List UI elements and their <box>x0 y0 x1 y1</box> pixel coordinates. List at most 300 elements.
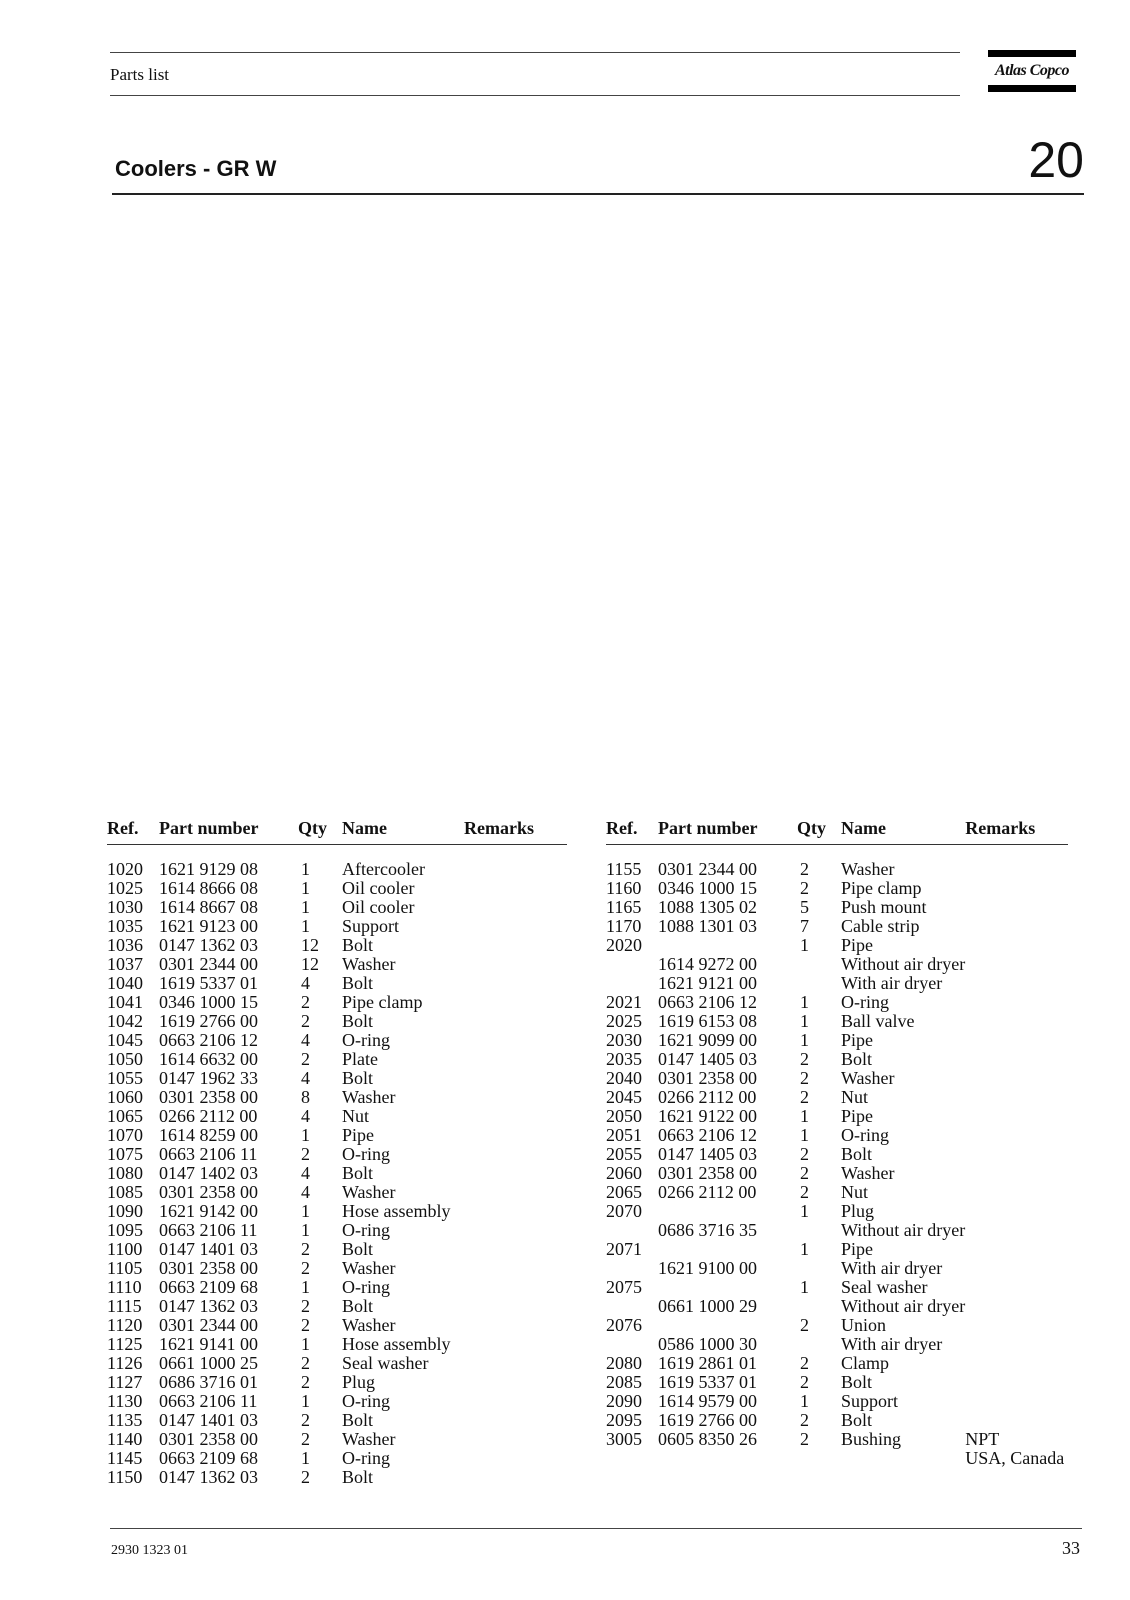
table-row <box>107 936 567 955</box>
cell-remarks <box>965 1392 1068 1411</box>
table-row <box>606 1088 1068 1107</box>
cell-qty: 4 <box>301 973 310 993</box>
cell-remarks <box>464 1164 567 1183</box>
cell-remarks <box>965 1411 1068 1430</box>
cell-ref: 1126 <box>107 1353 143 1373</box>
cell-ref: 1060 <box>107 1087 143 1107</box>
cell-ref <box>606 974 658 993</box>
cell-ref: 1155 <box>606 859 642 879</box>
footer-rule <box>110 1528 1082 1529</box>
cell-qty: 2 <box>800 859 809 879</box>
cell-ref: 1130 <box>107 1391 143 1411</box>
table-row <box>606 1373 1068 1392</box>
cell-remarks <box>464 860 567 879</box>
cell-name: Bolt <box>342 1068 374 1088</box>
document-number: 2930 1323 01 <box>111 1543 188 1558</box>
cell-part-number: 0301 2344 00 <box>658 859 757 879</box>
cell-name: Pipe <box>342 1125 375 1145</box>
cell-qty: 1 <box>800 1239 809 1259</box>
cell-name: Oil cooler <box>342 878 415 898</box>
cell-part-number: 0147 1962 33 <box>159 1068 258 1088</box>
table-row <box>107 1297 567 1316</box>
cell-name: Without air dryer <box>841 954 966 974</box>
table-row <box>107 1069 567 1088</box>
cell-part-number: 1621 9100 00 <box>658 1258 757 1278</box>
cell-qty: 2 <box>800 1144 809 1164</box>
cell-part-number: 0147 1362 03 <box>159 1296 258 1316</box>
cell-remarks <box>965 1164 1068 1183</box>
cell-qty: 5 <box>800 897 809 917</box>
cell-name: Bolt <box>342 1011 374 1031</box>
cell-ref: 1100 <box>107 1239 143 1259</box>
table-row <box>606 1411 1068 1430</box>
cell-qty <box>797 1221 841 1240</box>
cell-name: O-ring <box>342 1448 390 1468</box>
table-row <box>107 1126 567 1145</box>
cell-qty: 2 <box>301 1467 310 1487</box>
cell-part-number: 1614 6632 00 <box>159 1049 258 1069</box>
cell-qty: 1 <box>301 897 310 917</box>
cell-qty: 2 <box>800 1353 809 1373</box>
cell-name: Plug <box>841 1201 875 1221</box>
cell-remarks <box>965 1297 1068 1316</box>
cell-part-number: 0663 2106 12 <box>159 1030 258 1050</box>
cell-qty: 4 <box>301 1182 310 1202</box>
cell-ref: 1045 <box>107 1030 143 1050</box>
cell-ref: 2055 <box>606 1144 642 1164</box>
cell-name: Bushing <box>841 1429 902 1449</box>
cell-part-number: 0301 2358 00 <box>159 1429 258 1449</box>
table-row <box>606 1164 1068 1183</box>
table-row <box>107 1411 567 1430</box>
cell-part-number: 0301 2358 00 <box>159 1258 258 1278</box>
cell-qty: 2 <box>301 1410 310 1430</box>
col-header-qty: Qty <box>298 818 342 845</box>
cell-remarks <box>464 1449 567 1468</box>
cell-qty: 4 <box>301 1030 310 1050</box>
cell-part-number: 0663 2106 11 <box>159 1391 258 1411</box>
table-row <box>606 1183 1068 1202</box>
table-row <box>107 1373 567 1392</box>
cell-ref: 1125 <box>107 1334 143 1354</box>
cell-qty: 2 <box>800 1068 809 1088</box>
cell-qty: 1 <box>800 1125 809 1145</box>
cell-part-number: 1619 5337 01 <box>159 973 258 993</box>
cell-qty <box>797 1297 841 1316</box>
cell-ref: 1090 <box>107 1201 143 1221</box>
table-row <box>606 1126 1068 1145</box>
cell-name: Hose assembly <box>342 1334 451 1354</box>
table-header-row <box>107 818 567 845</box>
cell-name: Union <box>841 1315 886 1335</box>
cell-part-number: 1621 9122 00 <box>658 1106 757 1126</box>
table-row <box>107 1430 567 1449</box>
table-row <box>107 1183 567 1202</box>
cell-remarks <box>464 1468 567 1487</box>
cell-name: Push mount <box>841 897 927 917</box>
cell-qty: 8 <box>301 1087 310 1107</box>
col-header-part-number: Part number <box>658 818 797 845</box>
table-row <box>606 955 1068 974</box>
table-row <box>606 1335 1068 1354</box>
table-row <box>606 860 1068 879</box>
cell-ref: 1170 <box>606 916 642 936</box>
cell-qty: 2 <box>800 1429 809 1449</box>
table-row <box>107 860 567 879</box>
cell-name: O-ring <box>342 1030 390 1050</box>
cell-name: Bolt <box>342 935 374 955</box>
cell-name: Washer <box>342 1258 396 1278</box>
cell-remarks <box>464 1335 567 1354</box>
cell-ref: 1115 <box>107 1296 142 1316</box>
table-row <box>107 1259 567 1278</box>
cell-ref: 2071 <box>606 1239 642 1259</box>
logo-wordmark: Atlas Copco <box>994 62 1070 79</box>
cell-part-number: 0301 2358 00 <box>159 1182 258 1202</box>
table-row <box>107 1164 567 1183</box>
table-row <box>107 1354 567 1373</box>
cell-qty: 1 <box>800 1030 809 1050</box>
cell-remarks: USA, Canada <box>965 1448 1065 1468</box>
cell-name: Support <box>841 1391 899 1411</box>
cell-part-number: 0147 1405 03 <box>658 1049 757 1069</box>
cell-qty: 1 <box>800 1106 809 1126</box>
table-row <box>606 1145 1068 1164</box>
cell-ref: 2095 <box>606 1410 642 1430</box>
header-bottom-rule <box>110 95 960 96</box>
cell-name: Nut <box>841 1182 868 1202</box>
cell-part-number: 1621 9129 08 <box>159 859 258 879</box>
col-header-qty: Qty <box>797 818 841 845</box>
cell-qty: 2 <box>301 1144 310 1164</box>
cell-part-number: 0301 2344 00 <box>159 1315 258 1335</box>
cell-part-number: 0663 2106 11 <box>159 1220 258 1240</box>
cell-name: O-ring <box>342 1277 390 1297</box>
cell-ref: 1020 <box>107 859 143 879</box>
cell-part-number: 0147 1401 03 <box>159 1239 258 1259</box>
cell-remarks <box>464 1392 567 1411</box>
cell-remarks <box>464 1297 567 1316</box>
cell-part-number: 1614 8259 00 <box>159 1125 258 1145</box>
cell-name: Bolt <box>342 1410 374 1430</box>
cell-qty: 1 <box>301 1334 310 1354</box>
cell-remarks: NPT <box>965 1429 1000 1449</box>
cell-part-number: 1614 9579 00 <box>658 1391 757 1411</box>
cell-ref <box>606 1335 658 1354</box>
table-row <box>606 974 1068 993</box>
cell-ref: 1150 <box>107 1467 143 1487</box>
table-spacer-row <box>606 845 1068 861</box>
cell-ref: 1070 <box>107 1125 143 1145</box>
cell-name: Bolt <box>342 1239 374 1259</box>
table-row <box>107 974 567 993</box>
cell-name: With air dryer <box>841 1258 943 1278</box>
cell-remarks <box>464 1126 567 1145</box>
cell-remarks <box>965 1012 1068 1031</box>
cell-name: With air dryer <box>841 973 943 993</box>
col-header-part-number: Part number <box>159 818 298 845</box>
cell-ref: 2090 <box>606 1391 642 1411</box>
table-header-row <box>606 818 1068 845</box>
cell-part-number: 1621 9141 00 <box>159 1334 258 1354</box>
table-row <box>107 1012 567 1031</box>
cell-remarks <box>965 1202 1068 1221</box>
cell-qty: 2 <box>800 1182 809 1202</box>
cell-remarks <box>464 1354 567 1373</box>
parts-table-left-body <box>107 845 567 1488</box>
cell-name: Bolt <box>841 1144 873 1164</box>
cell-name: Pipe clamp <box>342 992 423 1012</box>
cell-qty <box>797 955 841 974</box>
cell-ref: 1135 <box>107 1410 143 1430</box>
cell-name: Ball valve <box>841 1011 915 1031</box>
cell-qty: 2 <box>301 1315 310 1335</box>
cell-remarks <box>464 1012 567 1031</box>
table-row <box>107 1221 567 1240</box>
cell-name: Plug <box>342 1372 376 1392</box>
cell-remarks <box>464 974 567 993</box>
cell-name: Oil cooler <box>342 897 415 917</box>
table-row <box>107 917 567 936</box>
cell-part-number: 1614 8667 08 <box>159 897 258 917</box>
cell-part-number: 1619 6153 08 <box>658 1011 757 1031</box>
table-row <box>107 1088 567 1107</box>
cell-remarks <box>965 1050 1068 1069</box>
cell-name: Aftercooler <box>342 859 425 879</box>
header-title: Parts list <box>110 65 170 84</box>
cell-part-number <box>658 1278 797 1297</box>
cell-ref: 1127 <box>107 1372 143 1392</box>
cell-remarks <box>965 1335 1068 1354</box>
cell-remarks <box>965 1259 1068 1278</box>
cell-remarks <box>464 1430 567 1449</box>
cell-part-number: 0686 3716 01 <box>159 1372 258 1392</box>
table-row <box>606 1449 1068 1468</box>
cell-qty: 1 <box>301 1277 310 1297</box>
cell-name: O-ring <box>342 1391 390 1411</box>
cell-part-number <box>658 936 797 955</box>
table-row <box>107 1031 567 1050</box>
section-title: Coolers - GR W <box>115 156 277 181</box>
cell-ref: 2075 <box>606 1277 642 1297</box>
table-row <box>107 1240 567 1259</box>
cell-ref: 2040 <box>606 1068 642 1088</box>
cell-ref <box>606 1221 658 1240</box>
cell-name: Nut <box>342 1106 369 1126</box>
cell-name: Bolt <box>342 1296 374 1316</box>
cell-name: Washer <box>342 1087 396 1107</box>
cell-qty: 2 <box>800 1372 809 1392</box>
table-row <box>107 1468 567 1487</box>
cell-name: O-ring <box>342 1220 390 1240</box>
cell-name: Washer <box>342 1429 396 1449</box>
cell-ref: 1075 <box>107 1144 143 1164</box>
logo-top-bar <box>988 50 1076 57</box>
cell-remarks <box>965 1031 1068 1050</box>
parts-table-right <box>606 818 1068 1468</box>
col-header-name: Name <box>841 818 965 845</box>
cell-ref: 1041 <box>107 992 143 1012</box>
cell-name: Washer <box>841 1068 895 1088</box>
table-row <box>606 993 1068 1012</box>
cell-part-number: 0686 3716 35 <box>658 1220 757 1240</box>
cell-ref: 2020 <box>606 935 642 955</box>
cell-ref: 1080 <box>107 1163 143 1183</box>
cell-remarks <box>965 1088 1068 1107</box>
cell-ref: 1120 <box>107 1315 143 1335</box>
cell-qty: 1 <box>301 916 310 936</box>
cell-name: Washer <box>342 954 396 974</box>
cell-remarks <box>464 879 567 898</box>
table-row <box>107 1050 567 1069</box>
cell-remarks <box>965 936 1068 955</box>
cell-remarks <box>464 1069 567 1088</box>
header-top-rule <box>110 52 960 53</box>
cell-name: Bolt <box>841 1410 873 1430</box>
cell-qty: 1 <box>301 1220 310 1240</box>
cell-part-number: 1619 5337 01 <box>658 1372 757 1392</box>
cell-qty: 2 <box>800 1315 809 1335</box>
cell-ref: 1035 <box>107 916 143 936</box>
cell-part-number <box>658 1316 797 1335</box>
cell-name: O-ring <box>342 1144 390 1164</box>
cell-remarks <box>965 1278 1068 1297</box>
table-row <box>606 898 1068 917</box>
cell-name: Bolt <box>342 1163 374 1183</box>
cell-qty: 2 <box>301 1049 310 1069</box>
cell-qty: 2 <box>800 1163 809 1183</box>
cell-ref: 2025 <box>606 1011 642 1031</box>
cell-remarks <box>965 993 1068 1012</box>
cell-qty: 4 <box>301 1106 310 1126</box>
page-number: 33 <box>1062 1538 1080 1558</box>
cell-remarks <box>965 1183 1068 1202</box>
cell-name: Pipe <box>841 1106 874 1126</box>
cell-part-number <box>658 1202 797 1221</box>
cell-qty: 1 <box>301 1201 310 1221</box>
table-row <box>606 1297 1068 1316</box>
cell-part-number: 0266 2112 00 <box>658 1182 757 1202</box>
cell-qty: 1 <box>301 859 310 879</box>
cell-qty: 2 <box>800 1087 809 1107</box>
cell-remarks <box>464 1240 567 1259</box>
cell-remarks <box>464 1107 567 1126</box>
cell-qty: 2 <box>301 1429 310 1449</box>
table-row <box>107 898 567 917</box>
atlas-copco-logo <box>988 50 1076 92</box>
table-row <box>107 1449 567 1468</box>
table-row <box>107 1145 567 1164</box>
cell-part-number: 0663 2109 68 <box>159 1448 258 1468</box>
cell-remarks <box>464 1088 567 1107</box>
cell-remarks <box>965 955 1068 974</box>
cell-part-number: 0605 8350 26 <box>658 1429 757 1449</box>
cell-qty: 1 <box>800 992 809 1012</box>
table-row <box>606 1202 1068 1221</box>
cell-qty: 2 <box>301 1239 310 1259</box>
cell-name: Washer <box>342 1315 396 1335</box>
spacer-cell <box>107 845 567 861</box>
table-row <box>606 1259 1068 1278</box>
table-row <box>606 1050 1068 1069</box>
cell-ref: 2050 <box>606 1106 642 1126</box>
table-row <box>606 1316 1068 1335</box>
cell-qty: 1 <box>800 1011 809 1031</box>
cell-part-number: 0147 1402 03 <box>159 1163 258 1183</box>
cell-ref: 2080 <box>606 1353 642 1373</box>
cell-ref <box>606 1259 658 1278</box>
cell-remarks <box>464 936 567 955</box>
section-rule <box>112 193 1084 195</box>
table-row <box>606 1392 1068 1411</box>
cell-ref: 2065 <box>606 1182 642 1202</box>
cell-qty: 4 <box>301 1163 310 1183</box>
cell-part-number: 1619 2861 01 <box>658 1353 757 1373</box>
cell-ref <box>606 1297 658 1316</box>
spacer-cell <box>606 845 1068 861</box>
cell-name: O-ring <box>841 1125 889 1145</box>
cell-ref: 2060 <box>606 1163 642 1183</box>
cell-name: Washer <box>841 1163 895 1183</box>
cell-remarks <box>965 1107 1068 1126</box>
cell-ref: 2051 <box>606 1125 642 1145</box>
table-row <box>606 1012 1068 1031</box>
cell-part-number: 1614 9272 00 <box>658 954 757 974</box>
cell-ref: 1030 <box>107 897 143 917</box>
cell-part-number: 0301 2358 00 <box>159 1087 258 1107</box>
table-row <box>606 1069 1068 1088</box>
cell-remarks <box>464 955 567 974</box>
cell-remarks <box>464 1221 567 1240</box>
table-row <box>107 1278 567 1297</box>
cell-remarks <box>965 1354 1068 1373</box>
cell-qty: 1 <box>800 1391 809 1411</box>
cell-qty: 2 <box>800 1410 809 1430</box>
table-row <box>107 955 567 974</box>
cell-name: Seal washer <box>342 1353 429 1373</box>
cell-ref: 2035 <box>606 1049 642 1069</box>
cell-name: Pipe <box>841 1239 874 1259</box>
cell-part-number: 1614 8666 08 <box>159 878 258 898</box>
cell-qty: 1 <box>301 1391 310 1411</box>
cell-part-number: 0301 2358 00 <box>658 1068 757 1088</box>
cell-remarks <box>965 879 1068 898</box>
cell-name: Hose assembly <box>342 1201 451 1221</box>
cell-part-number: 0663 2109 68 <box>159 1277 258 1297</box>
cell-ref: 1165 <box>606 897 642 917</box>
cell-ref: 1110 <box>107 1277 142 1297</box>
cell-name: Without air dryer <box>841 1220 966 1240</box>
cell-remarks <box>464 1259 567 1278</box>
cell-name: O-ring <box>841 992 889 1012</box>
table-row <box>606 879 1068 898</box>
cell-qty: 1 <box>301 1448 310 1468</box>
parts-table-left <box>107 818 567 1487</box>
cell-qty <box>797 974 841 993</box>
cell-ref: 1042 <box>107 1011 143 1031</box>
cell-ref: 1095 <box>107 1220 143 1240</box>
cell-part-number: 0661 1000 29 <box>658 1296 757 1316</box>
cell-remarks <box>464 1316 567 1335</box>
cell-part-number: 1621 9142 00 <box>159 1201 258 1221</box>
cell-part-number: 1619 2766 00 <box>159 1011 258 1031</box>
cell-ref: 1145 <box>107 1448 143 1468</box>
cell-name: Clamp <box>841 1353 889 1373</box>
cell-qty <box>797 1335 841 1354</box>
cell-qty: 4 <box>301 1068 310 1088</box>
table-row <box>606 1031 1068 1050</box>
cell-name: Support <box>342 916 400 936</box>
